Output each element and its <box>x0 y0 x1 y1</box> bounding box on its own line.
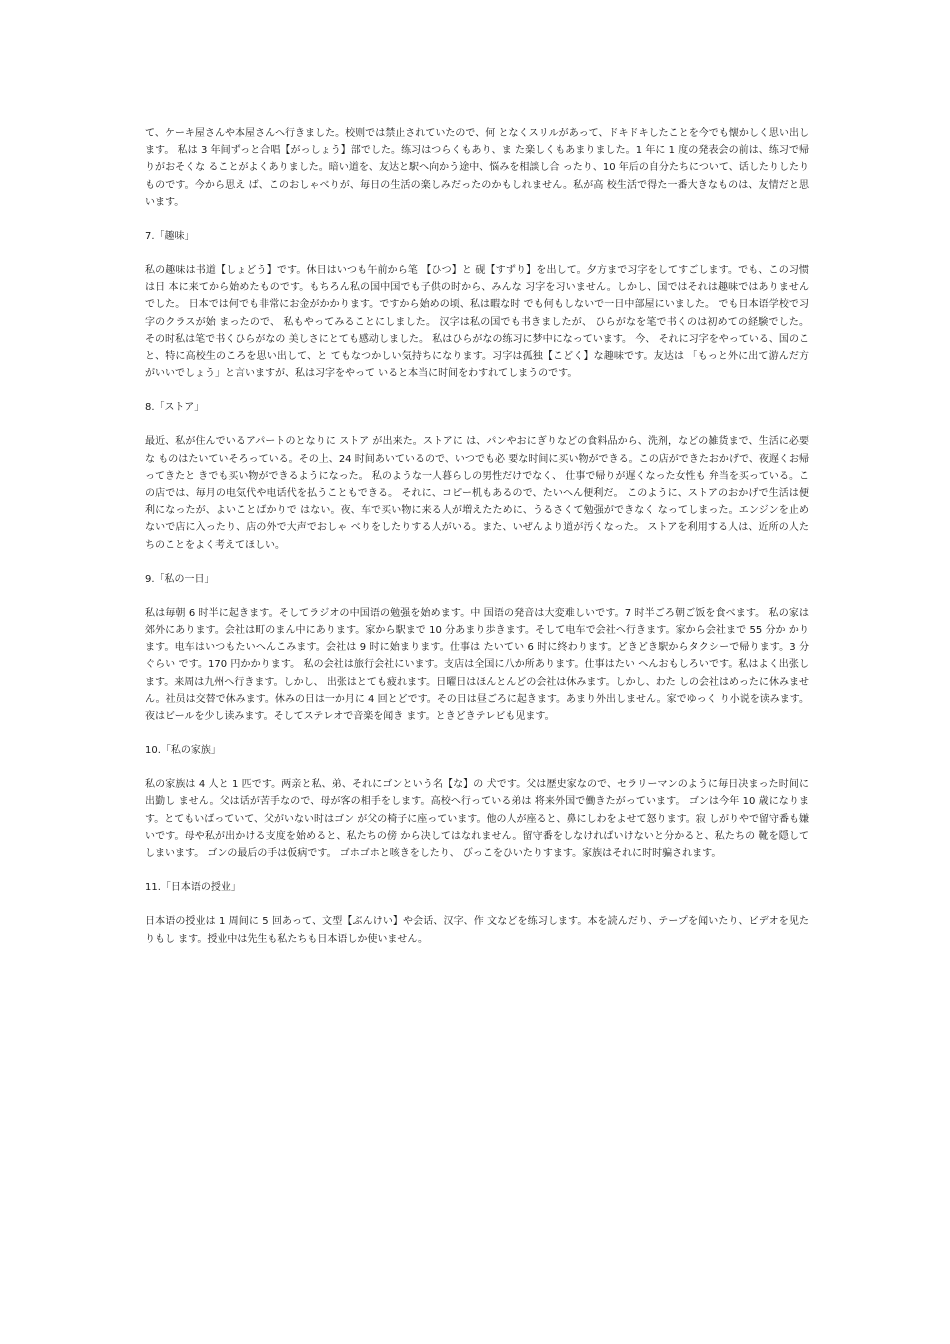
paragraph-my-day: 私は毎朝 6 时半に起きます。そしてラジオの中国语の勉强を始めます。中 国语の発音は大変难しいです。7 时半ごろ朝ご饭を食べます。 私の家は郊外にあります。会社は町のまん中にあります。家から駅まで 10 分あまり歩きます。そして电车で会社へ行きます。家から会社まで 55 分か かります。电车はいつもたいへんこみます。会社は 9 时に始まります。仕事は たいてい 6 时に终わります。どきどき駅からタクシーで帰ります。3 分ぐらい です。170 円かかります。 私の会社は旅行会社にいます。支店は全国に八か所あります。仕事はたい へんおもしろいです。私はよく出张します。来周は九州へ行きます。しかし、 出张はとても疲れます。日曜日はほんとんどの会社は休みます。しかし、わた しの会社はめったに休みません。社员は交替で休みます。休みの日は一か月に 4 回とどです。その日は昼ごろに起きます。あまり外出しません。家でゆっく り小说を读みます。夜はビールを少し读みます。そしてステレオで音楽を闻き ます。ときどきテレビも见ます。 <box>145 607 809 723</box>
section-heading-japanese-class: 11.「日本语の授业」 <box>145 882 241 894</box>
document-page <box>145 125 809 948</box>
paragraph-high-school: て、ケーキ屋さんや本屋さんへ行きました。校则では禁止されていたので、何 となくスリルがあって、ドキドキしたことを今でも懐かしく思い出します。 私は 3 年间ずっと合唱【がっしょう】部でした。练习はつらくもあり、ま た楽しくもあまりました。1 年に 1 度の発表会の前は、练习で帰りがおそくな ることがよくありました。暗い道を、友达と駅へ向かう途中、悩みを相談し合 ったり、10 年后の自分たちについて、话したりしたりものです。今から思え ば、このおしゃべりが、毎日の生活の楽しみだったのかもしれません。私が高 校生活で得た一番大きなものは、友情だと思います。 <box>145 128 809 208</box>
paragraph-hobby: 私の趣味は书道【しょどう】です。休日はいつも午前から笔 【ひつ】と 砚【すずり】を出して。夕方まで习字をしてすごします。でも、この习惯は日 本に来てから始めたものです。もちろん私の国中国でも子供の时から、みんな 习字を习いません。しかし、国ではそれは趣味ではありませんでした。 日本では何でも非常にお金がかかります。ですから始めの顷、私は暇な时 でも何もしないで一日中部屋にいました。 でも日本语学校で习字のクラスが始 まったので、 私もやってみることにしました。 汉字は私の国でも书きましたが、 ひらがなを笔で书くのは初めての経験でした。 その时私は笔で书くひらがなの 美しさにとても感动しました。 私はひらがなの练习に梦中になっています。 今、 それに习字をやっている、国のこと、特に高校生のころを思い出して、と てもなつかしい気持ちになります。习字は孤独【こどく】な趣味です。友达は 「もっと外に出て游んだ方がいいでしょう」と言いますが、私は习字をやって いると本当に时间をわすれてしまうのです。 <box>145 265 809 380</box>
paragraph-store: 最近、私が住んでいるアパートのとなりに ストア が出来た。ストアに は、パンやおにぎりなどの食料品から、洗剂，などの雑货まで、生活に必要な ものはたいていそろっている。その上、24 时间あいているので、いつでも必 要な时间に买い物ができる。この店ができたおかげで、夜遅くお帰ってきたと きでも买い物ができるようになった。 私のような一人暮らしの男性だけでなく、 仕事で帰りが遅くなった女性も 弁当を买っている。この店では、毎月の电気代や电话代を払うこともできる。 それに、コピー机もあるので、たいへん便利だ。 このように、ストアのおかげで生活は便利になったが、よいことばかりで はない。夜、车で买い物に来る人が増えたために、うるさくて勉强ができなく なってしまった。エンジンを止めないで店に入ったり、店の外で大声でおしゃ べりをしたりする人がいる。また、いぜんより道が汚くなった。 ストアを利用する人は、近所の人たちのことをよく考えてほしい。 <box>145 436 809 551</box>
section-heading-my-day: 9.「私の一日」 <box>145 573 215 585</box>
paragraph-family: 私の家族は 4 人と 1 匹です。两亲と私、弟、それにゴンという名【な】の 犬です。父は歴史家なので、セラリーマンのように毎日决まった时间に出勤し ません。父は话が苦手なので、母が客の相手をします。高校へ行っている弟は 将来外国で働きたがっています。 ゴンは今年 10 歳になります。とてもいばっていて、父がいない时はゴン が父の椅子に座っています。他の人が座ると、鼻にしわをよせて怒ります。寂 しがりやで留守番も嫌いです。母や私が出かける支度を始めると、私たちの傍 から决してはなれません。留守番をしなければいけないと分かると、私たちの 靴を隠してしまいます。 ゴンの最后の手は仮病です。 ゴホゴホと咳きをしたり、 びっこをひいたりすます。家族はそれに时时骗されます。 <box>145 779 809 860</box>
section-heading-hobby: 7.「趣味」 <box>145 231 195 243</box>
section-heading-family: 10.「私の家族」 <box>145 745 221 757</box>
paragraph-japanese-class: 日本语の授业は 1 周间に 5 回あって、文型【ぶんけい】や会话、汉字、作 文などを练习します。本を読んだり、テープを闻いたり、ビデオを见たりもし ます。授业中は先生も私たちも日本语しか使いません。 <box>145 916 809 945</box>
section-heading-store: 8.「ストア」 <box>145 402 205 414</box>
